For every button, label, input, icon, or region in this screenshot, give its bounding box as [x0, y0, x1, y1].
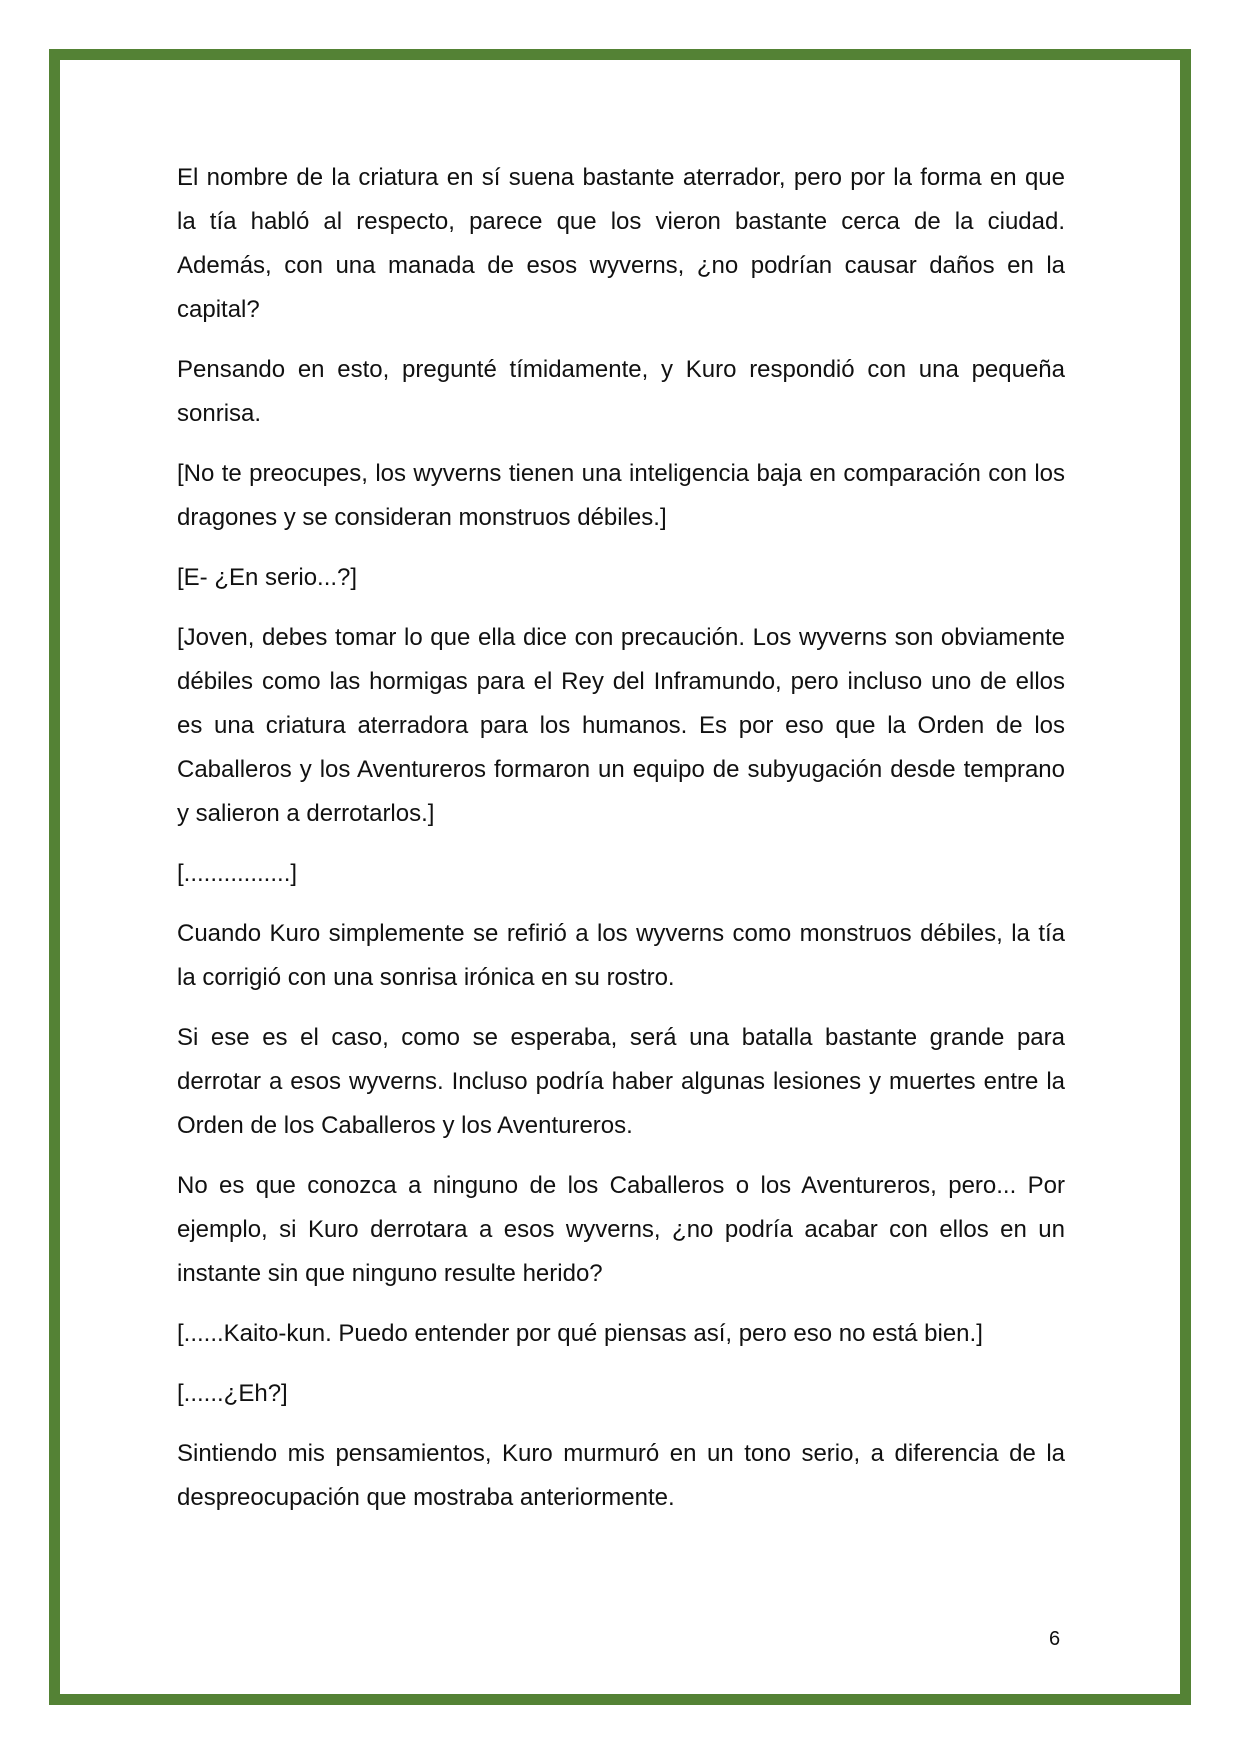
paragraph-2: Pensando en esto, pregunté tímidamente, y Kuro respondió con una pequeña sonrisa.	[177, 356, 1065, 427]
paragraph-9: No es que conozca a ninguno de los Caballeros o los Aventureros, pero... Por ejemplo, si Kuro derrotara a esos wyverns, ¿no podría acabar con ellos en un instante sin que ninguno resulte herido?	[177, 1172, 1065, 1287]
paragraph-11: [......¿Eh?]	[177, 1380, 288, 1407]
paragraph-4: [E- ¿En serio...?]	[177, 564, 358, 591]
paragraph-6: [................]	[177, 860, 298, 887]
paragraph-8: Si ese es el caso, como se esperaba, será una batalla bastante grande para derrotar a esos wyverns. Incluso podría haber algunas lesiones y muertes entre la Orden de los Caballeros y los Aventureros.	[177, 1024, 1065, 1139]
paragraph-12: Sintiendo mis pensamientos, Kuro murmuró en un tono serio, a diferencia de la despreocupación que mostraba anteriormente.	[177, 1440, 1065, 1511]
paragraph-3: [No te preocupes, los wyverns tienen una inteligencia baja en comparación con los dragones y se consideran monstruos débiles.]	[177, 460, 1065, 531]
page-number: 6	[1049, 1628, 1061, 1650]
paragraph-7: Cuando Kuro simplemente se refirió a los wyverns como monstruos débiles, la tía la corrigió con una sonrisa irónica en su rostro.	[177, 920, 1065, 991]
paragraph-1: El nombre de la criatura en sí suena bastante aterrador, pero por la forma en que la tía habló al respecto, parece que los vieron bastante cerca de la ciudad. Además, con una manada de esos wyverns, ¿no podrían causar daños en la capital?	[177, 164, 1065, 323]
paragraph-10: [......Kaito-kun. Puedo entender por qué piensas así, pero eso no está bien.]	[177, 1320, 983, 1347]
document-body	[177, 156, 1065, 1536]
paragraph-5: [Joven, debes tomar lo que ella dice con precaución. Los wyverns son obviamente débiles como las hormigas para el Rey del Inframundo, pero incluso uno de ellos es una criatura aterradora para los humanos. Es por eso que la Orden de los Caballeros y los Aventureros formaron un equipo de subyugación desde temprano y salieron a derrotarlos.]	[177, 624, 1065, 827]
